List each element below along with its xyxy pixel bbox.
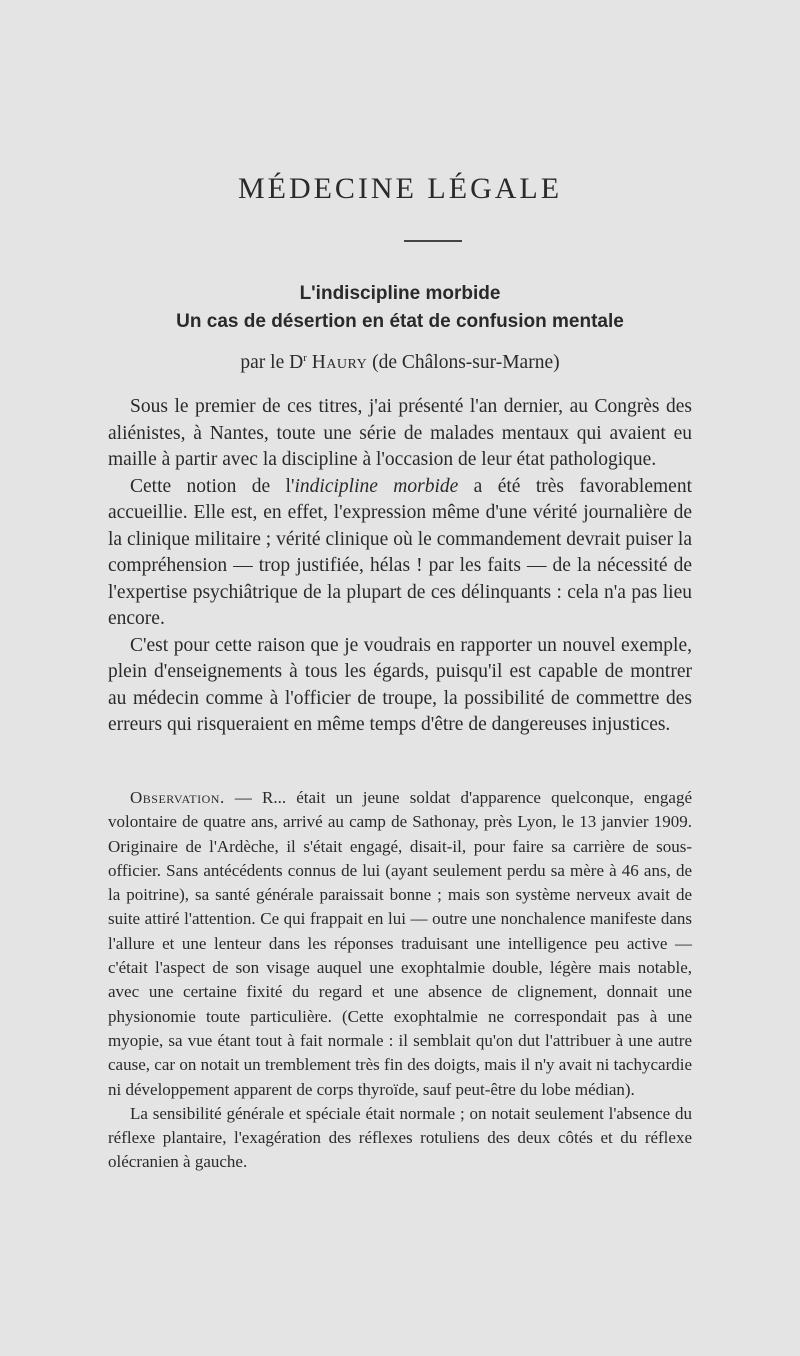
observation-label: Observation. — [130, 788, 225, 807]
paragraph-2-pre: Cette notion de l' — [130, 475, 295, 497]
byline — [0, 352, 800, 374]
byline-suffix: (de Châlons-sur-Marne) — [372, 352, 560, 373]
paragraph-2 — [108, 474, 692, 633]
byline-author: Haury — [311, 352, 368, 373]
paragraph-2-italic: indicipline morbide — [294, 475, 459, 497]
paragraph-3: C'est pour cette raison que je voudrais en rapporter un nouvel exemple, plein d'enseignements à tous les égards, puisqu'il est capable de montrer au médecin comme à l'officier de troupe, la possibilité de commettre des erreurs qui risqueraient en même temps d'être de dangereuses injustices. — [108, 634, 692, 735]
article-title-line1: L'indiscipline morbide — [299, 283, 501, 304]
article-title-line2: Un cas de désertion en état de confusion mentale — [176, 311, 624, 332]
article-body — [108, 394, 692, 739]
article-title — [0, 280, 800, 336]
paragraph-2-post: a été très favorablement accueillie. Elle est, en effet, l'expression même d'une vérité journalière de la clinique militaire ; vérité clinique où le commandement devrait puiser la compréhension — trop justifiée, hélas ! par les faits — de la nécessité de l'expertise psychiâtrique de la plupart de ces délinquants : cela n'a pas lieu encore. — [108, 475, 692, 629]
observation-section — [108, 786, 692, 1175]
byline-sup: r — [303, 352, 307, 364]
paragraph-1: Sous le premier de ces titres, j'ai présenté l'an dernier, au Congrès des aliénistes, à Nantes, toute une série de malades mentaux qui avaient eu maille à partir avec la discipline à l'occasion de leur état pathologique. — [108, 396, 692, 470]
observation-paragraph-1 — [108, 786, 692, 1102]
section-title: MÉDECINE LÉGALE — [237, 172, 563, 205]
title-rule — [404, 240, 462, 242]
observation-paragraph-2: La sensibilité générale et spéciale était normale ; on notait seulement l'absence du réflexe plantaire, l'exagération des réflexes rotuliens des deux côtés et du réflexe olécranien à gauche. — [108, 1103, 692, 1172]
byline-prefix: par le D — [240, 352, 304, 373]
observation-text-1: — R... était un jeune soldat d'apparence quelconque, engagé volontaire de quatre ans, arrivé au camp de Sathonay, près Lyon, le 13 janvier 1909. Originaire de l'Ardèche, il s'était engagé, disait-il, pour faire sa carrière de sous-officier. Sans antécédents connus de lui (ayant seulement perdu sa mère à 46 ans, de la poitrine), sa santé générale paraissait bonne ; mais son système nerveux avait de suite attiré l'attention. Ce qui frappait en lui — outre une nonchalence manifeste dans l'allure et une lenteur dans les réponses traduisant une intelligence peu active — c'était l'aspect de son visage auquel une exophtalmie double, légère mais notable, avec une certaine fixité du regard et une absence de clignement, donnait une physionomie toute particulière. (Cette exophtalmie ne correspondait pas à une myopie, sa vue étant tout à fait normale : il semblait qu'on dut l'attribuer à une autre cause, car on notait un tremblement très fin des doigts, mais il n'y avait ni tachycardie ni développement apparent de corps thyroïde, sauf peut-être du lobe médian). — [108, 788, 692, 1099]
